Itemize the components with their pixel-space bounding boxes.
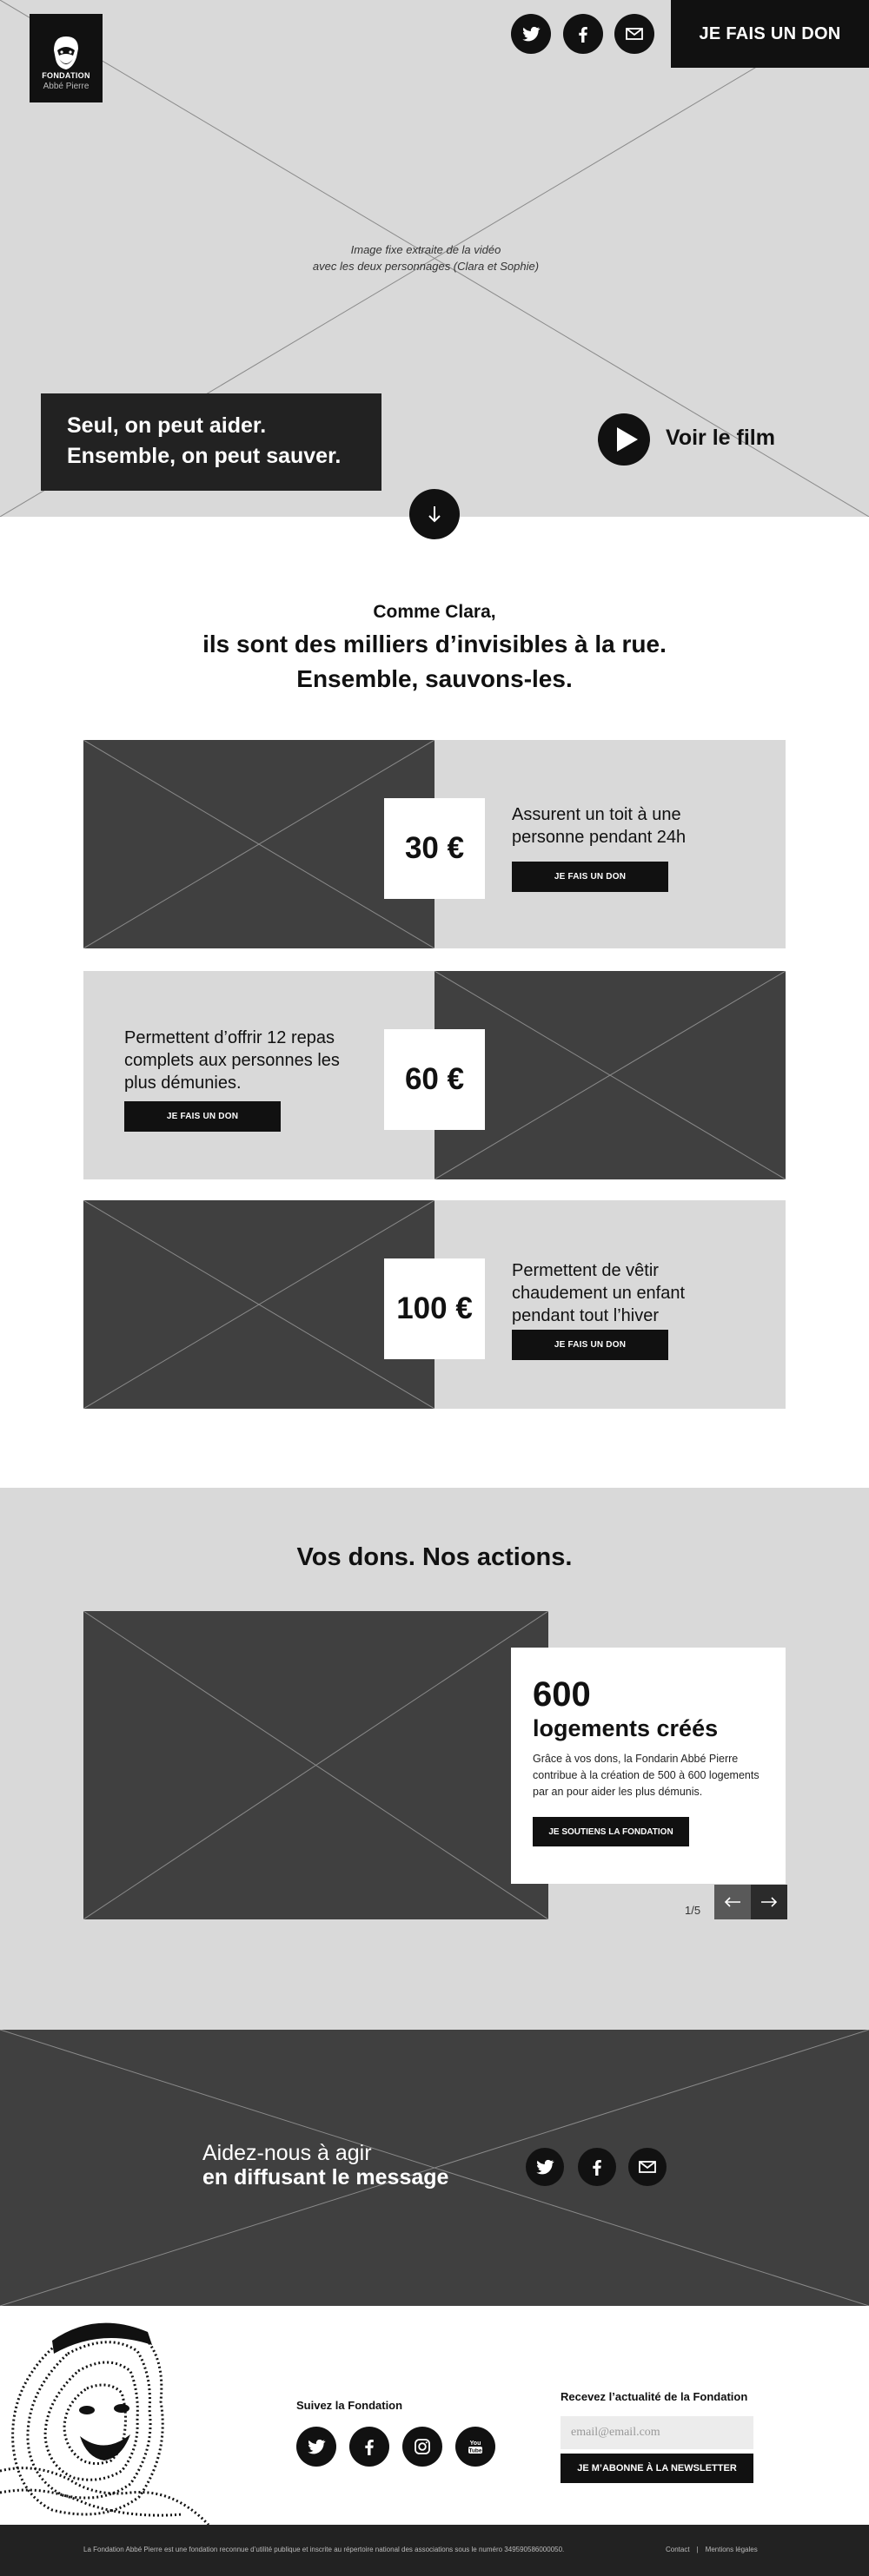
svg-text:You: You <box>469 2441 481 2447</box>
actions-title: Vos dons. Nos actions. <box>296 1543 573 1571</box>
donation-card-60 <box>83 971 786 1179</box>
actions-heading: logements créés <box>533 1715 719 1741</box>
donation-text-line: chaudement un enfant <box>512 1284 686 1303</box>
donation-amount: 100 € <box>384 1258 485 1359</box>
twitter-header-button[interactable] <box>511 14 551 54</box>
facebook-icon <box>359 2436 380 2457</box>
previous-slide-button[interactable] <box>714 1885 751 1919</box>
link-separator: | <box>696 2546 699 2553</box>
abbe-pierre-face-icon <box>47 33 85 71</box>
donation-image-placeholder <box>434 971 786 1179</box>
twitter-icon <box>534 2157 555 2177</box>
support-foundation-button[interactable]: JE SOUTIENS LA FONDATION <box>533 1817 689 1846</box>
hero-caption-line-2: avec les deux personnages (Clara et Sophie) <box>312 260 540 273</box>
mail-icon <box>637 2157 658 2177</box>
hero-caption-line-1: Image fixe extraite de la vidéo <box>350 243 501 256</box>
share-section <box>0 2030 869 2306</box>
intro-line-2: ils sont des milliers d’invisibles à la rue. <box>202 631 667 657</box>
hero-slogan <box>41 393 381 491</box>
facebook-icon <box>573 23 594 44</box>
fondation-logo[interactable] <box>30 14 103 102</box>
hero-caption <box>278 241 574 274</box>
intro-headline <box>0 627 869 697</box>
share-facebook-button[interactable] <box>578 2148 616 2186</box>
actions-description: Grâce à vos dons, la Fondarin Abbé Pierre contribue à la création de 500 à 600 logements par an pour aider les plus démunis. <box>533 1753 760 1798</box>
donation-text-line: complets aux personnes les <box>124 1051 340 1070</box>
newsletter-label: Recevez l’actualité de la Fondation <box>561 2390 748 2403</box>
contact-link[interactable]: Contact <box>666 2546 690 2553</box>
play-icon <box>615 427 638 452</box>
share-line-2: en diffusant le message <box>202 2165 449 2190</box>
donation-card-30 <box>83 740 786 948</box>
donate-button[interactable]: JE FAIS UN DON <box>512 1330 668 1360</box>
hero-section <box>0 0 869 517</box>
slogan-line-1: Seul, on peut aider. <box>67 413 267 438</box>
slogan-line-2: Ensemble, on peut sauver. <box>67 444 342 468</box>
watch-film-link[interactable]: Voir le film <box>666 426 775 450</box>
footer-facebook-button[interactable] <box>349 2427 389 2467</box>
donation-text-line: plus démunies. <box>124 1073 242 1093</box>
footer-instagram-button[interactable] <box>402 2427 442 2467</box>
play-film-button[interactable] <box>598 413 650 466</box>
actions-card <box>511 1648 786 1884</box>
donation-text-line: Assurent un toit à une <box>512 805 681 824</box>
twitter-icon <box>521 23 541 44</box>
twitter-icon <box>306 2436 327 2457</box>
slide-counter: 1/5 <box>685 1904 701 1917</box>
legal-mentions-link[interactable]: Mentions légales <box>705 2546 758 2553</box>
donate-button[interactable]: JE FAIS UN DON <box>512 862 668 892</box>
donation-amount: 60 € <box>384 1029 485 1130</box>
footer-section <box>0 2306 869 2525</box>
arrow-down-icon <box>424 504 445 525</box>
newsletter-subscribe-button[interactable]: JE M’ABONNE À LA NEWSLETTER <box>561 2454 753 2483</box>
donation-image-placeholder <box>83 1200 434 1409</box>
facebook-header-button[interactable] <box>563 14 603 54</box>
footer-youtube-button[interactable] <box>455 2427 495 2467</box>
share-twitter-button[interactable] <box>526 2148 564 2186</box>
donation-description <box>124 1027 340 1094</box>
actions-number: 600 <box>533 1675 591 1714</box>
share-mail-button[interactable] <box>628 2148 667 2186</box>
intro-line-1: Comme Clara, <box>373 602 496 622</box>
donation-text-line: Permettent d’offrir 12 repas <box>124 1028 335 1047</box>
newsletter-email-field[interactable] <box>561 2416 753 2449</box>
scroll-down-button[interactable] <box>409 489 460 539</box>
share-line-1: Aidez-nous à agir <box>202 2141 372 2165</box>
arrow-right-icon <box>760 1896 778 1908</box>
donation-description <box>512 1259 685 1327</box>
follow-label: Suivez la Fondation <box>296 2399 403 2412</box>
donation-text-line: pendant tout l’hiver <box>512 1306 660 1325</box>
donation-text-line: personne pendant 24h <box>512 828 687 847</box>
logo-line-2: Abbé Pierre <box>43 82 90 91</box>
logo-line-1: FONDATION <box>42 71 90 80</box>
next-slide-button[interactable] <box>751 1885 787 1919</box>
donation-image-placeholder <box>83 740 434 948</box>
legal-notice: La Fondation Abbé Pierre est une fondation reconnue d’utilité publique et inscrite au répertoire national des associations sous le numéro 349590586000050. <box>83 2546 565 2553</box>
instagram-icon <box>412 2436 433 2457</box>
abbe-pierre-portrait-illustration <box>0 2306 252 2525</box>
footer-twitter-button[interactable] <box>296 2427 336 2467</box>
actions-section <box>0 1488 869 2030</box>
donation-amount: 30 € <box>384 798 485 899</box>
donate-button[interactable]: JE FAIS UN DON <box>124 1101 281 1132</box>
footer-bar <box>0 2525 869 2576</box>
donation-text-line: Permettent de vêtir <box>512 1261 659 1280</box>
actions-image-placeholder <box>83 1611 548 1919</box>
mail-header-button[interactable] <box>614 14 654 54</box>
facebook-icon <box>587 2157 607 2177</box>
arrow-left-icon <box>724 1896 741 1908</box>
donation-card-100 <box>83 1200 786 1409</box>
mail-icon <box>624 23 645 44</box>
donation-description <box>512 803 686 849</box>
youtube-icon <box>465 2436 486 2457</box>
svg-text:Tube: Tube <box>468 2447 482 2454</box>
footer-links <box>666 2546 758 2553</box>
intro-line-3: Ensemble, sauvons-les. <box>296 665 573 692</box>
donate-header-button[interactable]: JE FAIS UN DON <box>671 0 869 68</box>
